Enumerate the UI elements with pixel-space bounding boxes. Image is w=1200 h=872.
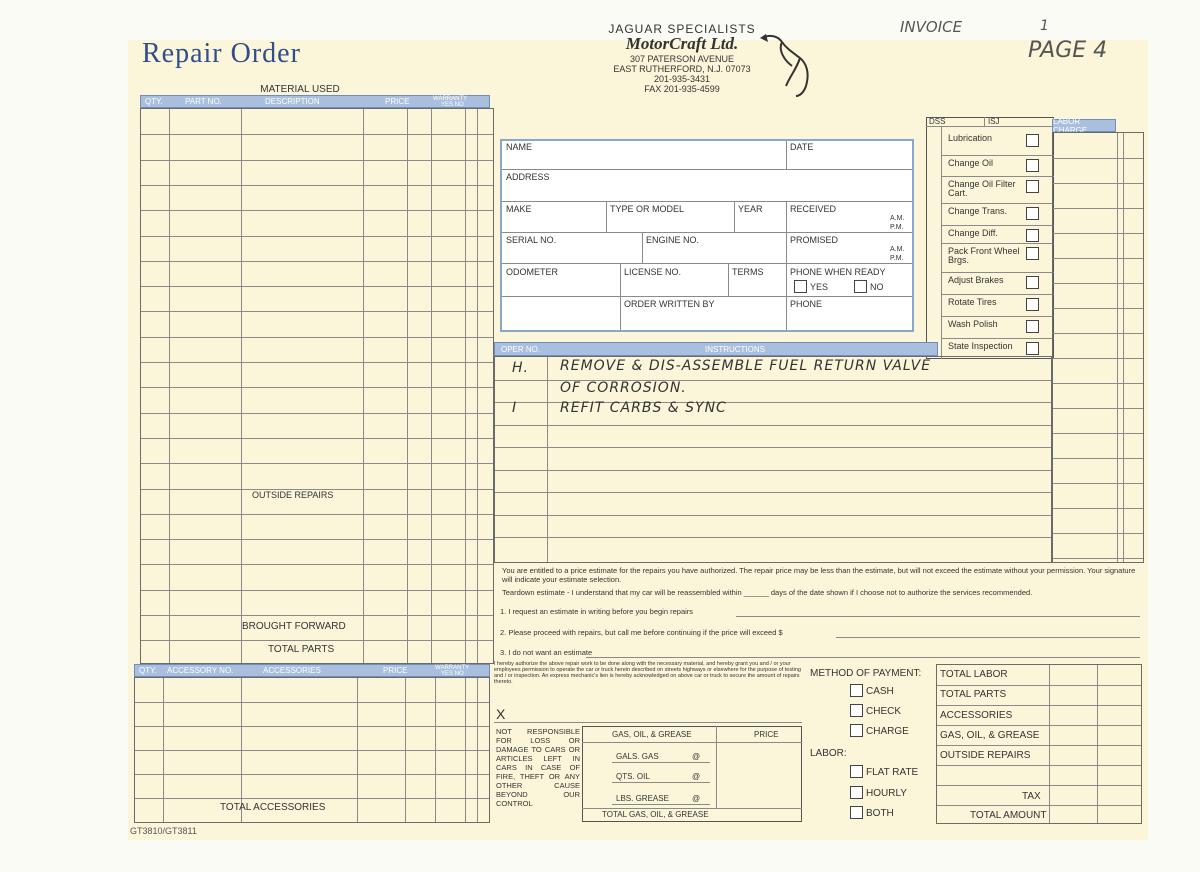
estimate-option-1[interactable]: 1. I request an estimate in writing before you begin repairs <box>500 607 694 616</box>
service-checkbox[interactable] <box>1026 134 1039 147</box>
received-pm: P.M. <box>890 224 904 231</box>
outside-repairs-summary-label: OUTSIDE REPAIRS <box>940 750 1031 761</box>
material-col-desc: DESCRIPTION <box>265 97 320 106</box>
gas-header: GAS, OIL, & GREASE <box>612 730 692 739</box>
outside-repairs-label: OUTSIDE REPAIRS <box>252 490 334 500</box>
isj-label: ISJ <box>988 117 1000 126</box>
terms-field[interactable]: TERMS <box>732 267 764 277</box>
make-field[interactable]: MAKE <box>506 204 532 214</box>
handwritten-invoice: INVOICE <box>900 18 963 36</box>
service-checkbox[interactable] <box>1026 207 1039 220</box>
accessories-col-warranty: WARRANTY <box>435 665 470 671</box>
gals-at: @ <box>692 752 701 761</box>
service-checkbox[interactable] <box>1026 298 1039 311</box>
service-checkbox[interactable] <box>1026 247 1039 260</box>
service-item: Change Trans. <box>948 206 1008 216</box>
service-checkbox[interactable] <box>1026 180 1039 193</box>
instruction-text-2: OF CORROSION. <box>560 380 687 396</box>
hourly-label: HOURLY <box>866 788 907 799</box>
year-field[interactable]: YEAR <box>738 204 763 214</box>
material-col-price: PRICE <box>385 97 410 106</box>
shop-brand: MotorCraft Ltd. <box>625 34 739 53</box>
signature-line[interactable] <box>494 722 802 723</box>
charge-checkbox[interactable] <box>850 724 863 737</box>
authorization-text: I hereby authorize the above repair work to be done along with the necessary material, and hereby grant you and / or your employees permission to operate the car or truck herein described on streets highways or elsewhere for the purpose of testing and / or inspection. An express mechanic's lien is hereby acknowledged on above car or truck to secure the amount of repairs thereto. <box>494 661 801 685</box>
estimate-option-3[interactable]: 3. I do not want an estimate <box>500 648 593 657</box>
qts-at: @ <box>692 772 701 781</box>
qts-oil-label[interactable]: QTS. OIL <box>616 772 650 781</box>
service-item: Lubrication <box>948 133 993 143</box>
material-grid[interactable] <box>140 108 494 664</box>
handwritten-page: PAGE 4 <box>1028 38 1108 63</box>
material-col-yesno: YES NO <box>441 102 464 108</box>
accessories-summary-label: ACCESSORIES <box>940 710 1013 721</box>
accessories-col-name: ACCESSORIES <box>263 666 321 675</box>
total-parts-label: TOTAL PARTS <box>268 644 335 655</box>
material-col-part: PART NO. <box>185 97 222 106</box>
type-model-field[interactable]: TYPE OR MODEL <box>610 204 685 214</box>
order-written-field[interactable]: ORDER WRITTEN BY <box>624 299 715 309</box>
jaguar-logo-icon <box>756 30 816 100</box>
total-gas-label: TOTAL GAS, OIL, & GREASE <box>602 810 709 819</box>
gas-summary-label: GAS, OIL, & GREASE <box>940 730 1040 741</box>
address-field[interactable]: ADDRESS <box>506 172 550 182</box>
signature-x: X <box>496 706 506 722</box>
service-item: Change Oil <box>948 158 994 168</box>
teardown-paragraph: Teardown estimate - I understand that my car will be reassembled within ______ days of the date shown if I choose not to authorize the services recommended. <box>502 588 1033 597</box>
lbs-grease-label[interactable]: LBS. GREASE <box>616 794 669 803</box>
service-item: Change Oil Filter Cart. <box>948 179 1016 198</box>
service-item: Rotate Tires <box>948 297 997 307</box>
total-accessories-label: TOTAL ACCESSORIES <box>220 802 326 813</box>
date-field[interactable]: DATE <box>790 142 814 152</box>
shop-fax: FAX 201-935-4599 <box>644 84 720 94</box>
name-field[interactable]: NAME <box>506 142 533 152</box>
page-title: Repair Order <box>142 38 301 69</box>
phone-ready-yes-label: YES <box>810 282 829 292</box>
instruction-text-1: REMOVE & DIS-ASSEMBLE FUEL RETURN VALVE <box>560 358 932 374</box>
total-amount-label: TOTAL AMOUNT <box>970 810 1047 821</box>
charge-label: CHARGE <box>866 726 909 737</box>
accessories-col-no: ACCESSORY NO. <box>167 666 234 675</box>
instructions-col-instr: INSTRUCTIONS <box>705 344 765 354</box>
total-parts-summary-label: TOTAL PARTS <box>940 689 1007 700</box>
gals-gas-label[interactable]: GALS. GAS <box>616 752 659 761</box>
shop-name: JAGUAR SPECIALISTS <box>608 22 756 36</box>
engine-field[interactable]: ENGINE NO. <box>646 235 700 245</box>
flat-rate-label: FLAT RATE <box>866 767 919 778</box>
accessories-col-qty: QTY. <box>139 666 157 675</box>
shop-header <box>592 24 772 94</box>
tax-label: TAX <box>1022 791 1041 802</box>
phone-ready-no-checkbox[interactable] <box>854 280 867 293</box>
accessories-header <box>134 664 490 677</box>
instruction-oper-3: I <box>512 400 518 416</box>
accessories-col-price: PRICE <box>383 666 408 675</box>
received-am: A.M. <box>890 215 905 222</box>
handwritten-invoice-number: 1 <box>1040 18 1049 34</box>
service-checkbox[interactable] <box>1026 342 1039 355</box>
check-label: CHECK <box>866 706 902 717</box>
instructions-header <box>494 342 938 356</box>
form-number: GT3810/GT3811 <box>130 826 197 836</box>
material-col-qty: QTY. <box>145 97 163 106</box>
shop-address-2: EAST RUTHERFORD, N.J. 07073 <box>613 64 751 74</box>
material-col-warranty: WARRANTY <box>433 96 468 102</box>
service-checkbox[interactable] <box>1026 229 1039 242</box>
instruction-oper-1: H. <box>512 360 529 376</box>
service-checkbox[interactable] <box>1026 159 1039 172</box>
gas-price-header: PRICE <box>754 730 779 739</box>
phone-field[interactable]: PHONE <box>790 299 823 309</box>
phone-ready-no-label: NO <box>870 282 884 292</box>
both-label: BOTH <box>866 808 894 819</box>
service-item: Wash Polish <box>948 319 998 329</box>
instructions-col-oper: OPER NO. <box>501 344 541 354</box>
promised-am: A.M. <box>890 246 905 253</box>
estimate-paragraph: You are entitled to a price estimate for the repairs you have authorized. The repair price may be less than the estimate, but will not exceed the estimate without your permission. Your signature will indicate your estimate selection. <box>502 566 1136 584</box>
phone-ready-yes-checkbox[interactable] <box>794 280 807 293</box>
service-checkbox[interactable] <box>1026 276 1039 289</box>
flat-rate-checkbox[interactable] <box>850 765 863 778</box>
hourly-checkbox[interactable] <box>850 786 863 799</box>
estimate-option-2[interactable]: 2. Please proceed with repairs, but call me before continuing if the price will exceed $ <box>500 628 783 637</box>
service-item: Pack Front Wheel Brgs. <box>948 246 1020 265</box>
instruction-text-3: REFIT CARBS & SYNC <box>560 400 727 416</box>
brought-forward-label: BROUGHT FORWARD <box>242 621 346 632</box>
odometer-field[interactable]: ODOMETER <box>506 267 559 277</box>
lbs-at: @ <box>692 794 701 803</box>
accessories-col-yesno: YES NO <box>441 671 464 677</box>
labor-charge-grid[interactable] <box>1052 132 1144 563</box>
promised-pm: P.M. <box>890 255 904 262</box>
cash-label: CASH <box>866 686 894 697</box>
cash-checkbox[interactable] <box>850 684 863 697</box>
total-labor-label: TOTAL LABOR <box>940 669 1008 680</box>
service-checkbox[interactable] <box>1026 320 1039 333</box>
promised-field[interactable]: PROMISED <box>790 235 839 245</box>
phone-ready-label: PHONE WHEN READY <box>790 267 886 277</box>
service-item: Change Diff. <box>948 228 998 238</box>
labor-charge-header: LABOR CHARGE <box>1052 119 1116 132</box>
labor-type-label: LABOR: <box>810 748 847 759</box>
material-title: MATERIAL USED <box>260 84 340 95</box>
received-field[interactable]: RECEIVED <box>790 204 837 214</box>
both-checkbox[interactable] <box>850 806 863 819</box>
service-item: Adjust Brakes <box>948 275 1004 285</box>
shop-phone: 201-935-3431 <box>653 74 711 84</box>
not-responsible-text: NOT RESPONSIBLE FOR LOSS OR DAMAGE TO CARS OR ARTICLES LEFT IN CARS IN CASE OF FIRE, THEFT OR ANY OTHER CAUSE BEYOND OUR CONTROL <box>496 727 580 808</box>
check-checkbox[interactable] <box>850 704 863 717</box>
shop-address-1: 307 PATERSON AVENUE <box>629 54 735 64</box>
service-item: State Inspection <box>948 341 1013 351</box>
license-field[interactable]: LICENSE NO. <box>624 267 682 277</box>
payment-method-label: METHOD OF PAYMENT: <box>810 668 922 679</box>
material-header <box>140 95 490 108</box>
serial-field[interactable]: SERIAL NO. <box>506 235 557 245</box>
dss-label: DSS <box>929 117 946 126</box>
